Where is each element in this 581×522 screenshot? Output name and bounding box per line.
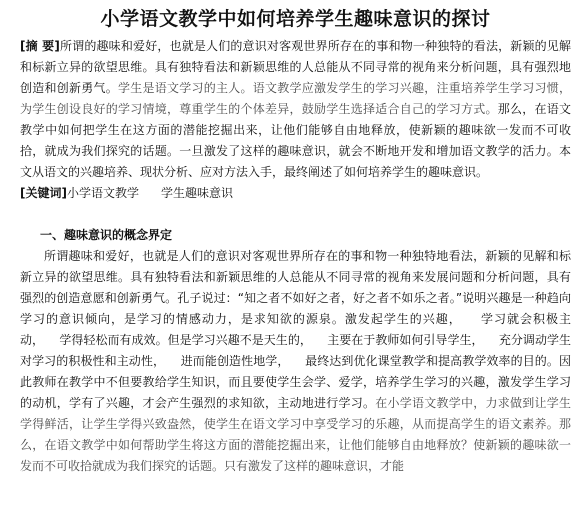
keyword-item: 学生趣味意识 [161,186,234,200]
section-text-part2: 学习就会积极主动， [20,312,571,347]
abstract-text-part1: 所谓的趣味和爱好，也就是人们的意识对客观世界所存在的事和物一种独特的看法，新颖的见解和标新立异的欲望思维。具有独特看法和新颖思维的人总能从不同寻常的视角来分析问题，具有强烈地创造和创新勇气。 [20,39,571,95]
document-title: 小学语文教学中如何培养学生趣味意识的探讨 [100,8,491,30]
section-text-part6: 进而能创造性地学， [180,354,290,368]
keywords-line [20,183,571,204]
section-text-part1: 所谓趣味和爱好，也就是人们的意识对客观世界所存在的事和物一种独特地看法，新颖的见解和标新立异的欲望思维。具有独特看法和新颖思维的人总能从不同寻常的视角来发展问题和分析问题，具有强烈的创造意愿和创新勇气。孔子说过：“知之者不如好之者，好之者不如乐之者。”说明兴趣是一种趋向学习的意识倾向，是学习的情感动力，是求知欲的源泉。激发起学生的兴趣， [20,249,571,326]
section-heading: 一、趣味意识的概念界定 [40,228,173,242]
keywords-label: [关键词] [20,186,67,200]
section-body-paragraph [20,246,571,477]
abstract-label: [摘 要] [20,39,60,53]
abstract-text-part3: 那么，在语文教学中如何把学生在这方面的潜能挖掘出来，让他们能够自由地释放，使新颖的趣味欲一发而不可收拾，就成为我们探究的话题。一旦激发了这样的趣味意识，就会不断地开发和增加语文教学的活力。本文从语文的兴趣培养、现状分析、应对方法入手，最终阐述了如何培养学生的趣味意识。 [20,102,571,179]
section-text-part5: 充分调动学生对学习的积极性和主动性， [20,333,571,368]
section-text-part3: 学得轻松而有成效。但是学习兴趣不是天生的， [59,333,312,347]
abstract-paragraph [20,36,571,183]
section-text-part4: 主要在于教师如何引导学生， [327,333,484,347]
keyword-item: 小学语文教学 [66,186,139,200]
section-text-part7: 最终达到优化课堂教学和提高教学效率的目的。因此教师在教学中不但要教给学生知识，而且要使学生会学、爱学，培养学生学习的兴趣，激发学生学习的动机，学有了兴趣，才会产生强烈的求知欲，主动地进行学习。 [20,354,571,410]
abstract-text-part2: 学生是语文学习的主人。语文教学应激发学生的学习兴趣，注重培养学生学习习惯，为学生创设良好的学习情境，尊重学生的个体差异，鼓励学生选择适合自己的学习方式。 [20,81,571,116]
section-text-part8: 在小学语文教学中，力求做到让学生学得鲜活，让学生学得兴致盎然，使学生在语文学习中享受学习的乐趣，从而提高学生的语文素养。那么，在语文教学中如何帮助学生将这方面的潜能挖掘出来，让他们能够自由地释放？使新颖的趣味欲一发而不可收拾就成为我们探究的话题。只有激发了这样的趣味意识，才能 [20,396,571,473]
